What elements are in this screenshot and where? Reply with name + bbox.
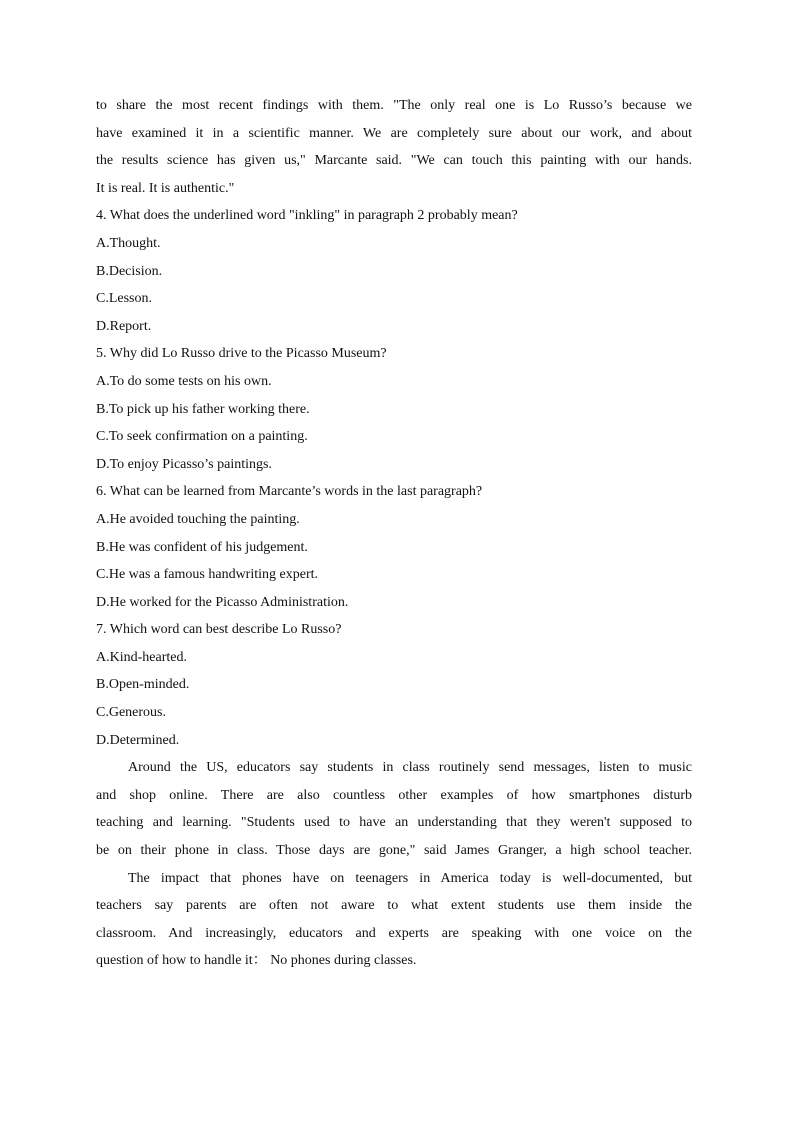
option-b: B.To pick up his father working there. (96, 401, 310, 417)
option-c: C.To seek confirmation on a painting. (96, 429, 308, 445)
option-a: A.Thought. (96, 235, 161, 251)
question-6 (96, 478, 692, 616)
new-passage-paragraph-1 (96, 754, 692, 864)
option-d: D.Determined. (96, 732, 180, 748)
option-d: D.To enjoy Picasso’s paintings. (96, 456, 272, 472)
option-c: C.Lesson. (96, 291, 152, 307)
option-b: B.Open-minded. (96, 677, 190, 693)
paragraph-line: Around the US, educators say students in class routinely send messages, listen to music (128, 760, 692, 776)
question-stem: 6. What can be learned from Marcante’s words in the last paragraph? (96, 484, 483, 500)
option-a: A.He avoided touching the painting. (96, 511, 300, 527)
option-a: A.Kind-hearted. (96, 649, 187, 665)
option-d: D.Report. (96, 318, 152, 334)
option-c: C.Generous. (96, 705, 166, 721)
paragraph-line: teachers say parents are often not aware to what extent students use them inside the (96, 898, 692, 914)
option-a: A.To do some tests on his own. (96, 373, 272, 389)
passage-line: to share the most recent findings with them. "The only real one is Lo Russo’s because we (96, 98, 692, 113)
passage-continuation (96, 92, 692, 202)
option-d: D.He worked for the Picasso Administration. (96, 594, 349, 610)
paragraph-line: The impact that phones have on teenagers in America today is well-documented, but (128, 870, 692, 886)
new-passage-paragraph-2 (96, 865, 692, 975)
passage-line: It is real. It is authentic." (96, 180, 235, 196)
option-b: B.He was confident of his judgement. (96, 539, 308, 555)
passage-line: the results science has given us," Marcante said. "We can touch this painting with our hands. (96, 153, 692, 169)
paragraph-line: teaching and learning. "Students used to have an understanding that they weren't supposed to (96, 815, 692, 831)
paragraph-line: classroom. And increasingly, educators and experts are speaking with one voice on the (96, 925, 692, 941)
paragraph-line: question of how to handle it： No phones during classes. (96, 953, 417, 969)
question-stem: 4. What does the underlined word "inkling" in paragraph 2 probably mean? (96, 208, 518, 224)
option-c: C.He was a famous handwriting expert. (96, 567, 318, 583)
question-stem: 7. Which word can best describe Lo Russo? (96, 622, 342, 638)
option-b: B.Decision. (96, 263, 163, 279)
question-7 (96, 616, 692, 754)
paragraph-line: be on their phone in class. Those days are gone," said James Granger, a high school teacher. (96, 843, 692, 859)
question-stem: 5. Why did Lo Russo drive to the Picasso Museum? (96, 346, 387, 362)
question-5 (96, 340, 692, 478)
paragraph-line: and shop online. There are also countless other examples of how smartphones disturb (96, 787, 692, 803)
passage-line: have examined it in a scientific manner. We are completely sure about our work, and about (96, 125, 692, 141)
question-4 (96, 202, 692, 340)
document-content (96, 92, 692, 975)
